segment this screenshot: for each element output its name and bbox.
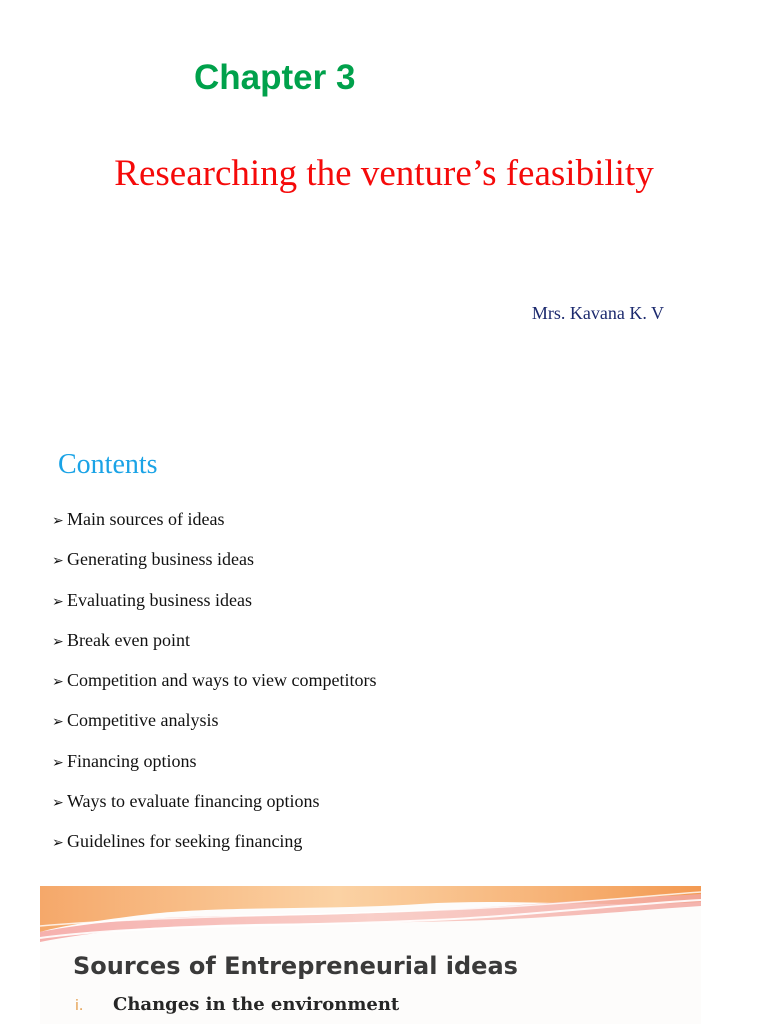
author-name: Mrs. Kavana K. V xyxy=(531,303,664,323)
slide-heading: Sources of Entrepreneurial ideas xyxy=(73,952,518,980)
contents-item-label: Break even point xyxy=(67,629,190,650)
chapter-title: Researching the venture’s feasibility xyxy=(114,153,654,194)
arrow-bullet-icon: ➢ xyxy=(52,514,64,529)
arrow-bullet-icon: ➢ xyxy=(52,594,64,610)
contents-item-label: Evaluating business ideas xyxy=(67,589,252,610)
arrow-bullet-icon: ➢ xyxy=(52,634,64,650)
next-slide-preview xyxy=(40,886,701,1024)
arrow-bullet-icon: ➢ xyxy=(52,796,64,812)
arrow-bullet-icon: ➢ xyxy=(52,836,64,852)
slide-point-number: i. xyxy=(75,998,84,1014)
contents-item xyxy=(52,548,376,588)
contents-item-label: Ways to evaluate financing options xyxy=(67,791,320,812)
contents-item xyxy=(52,790,376,830)
chapter-heading: Chapter 3 xyxy=(194,58,356,97)
contents-item xyxy=(52,750,376,790)
contents-item-label: Guidelines for seeking financing xyxy=(67,831,303,852)
contents-item xyxy=(52,669,376,709)
arrow-bullet-icon: ➢ xyxy=(52,755,64,771)
slide-point xyxy=(75,994,399,1015)
contents-item xyxy=(52,589,376,629)
contents-item-label: Competitive analysis xyxy=(67,710,219,731)
arrow-bullet-icon: ➢ xyxy=(52,554,64,570)
contents-item xyxy=(52,709,376,749)
contents-heading: Contents xyxy=(58,449,158,480)
contents-item xyxy=(52,830,376,870)
contents-item-label: Generating business ideas xyxy=(67,549,254,570)
arrow-bullet-icon: ➢ xyxy=(52,675,64,691)
contents-item-label: Main sources of ideas xyxy=(67,509,225,529)
contents-list xyxy=(52,508,376,871)
wave-banner xyxy=(40,886,701,946)
contents-item xyxy=(52,629,376,669)
contents-item-label: Competition and ways to view competitors xyxy=(67,670,377,691)
arrow-bullet-icon: ➢ xyxy=(52,715,64,731)
contents-item xyxy=(52,508,376,548)
slide-point-text: Changes in the environment xyxy=(113,994,400,1015)
contents-item-label: Financing options xyxy=(67,750,197,771)
